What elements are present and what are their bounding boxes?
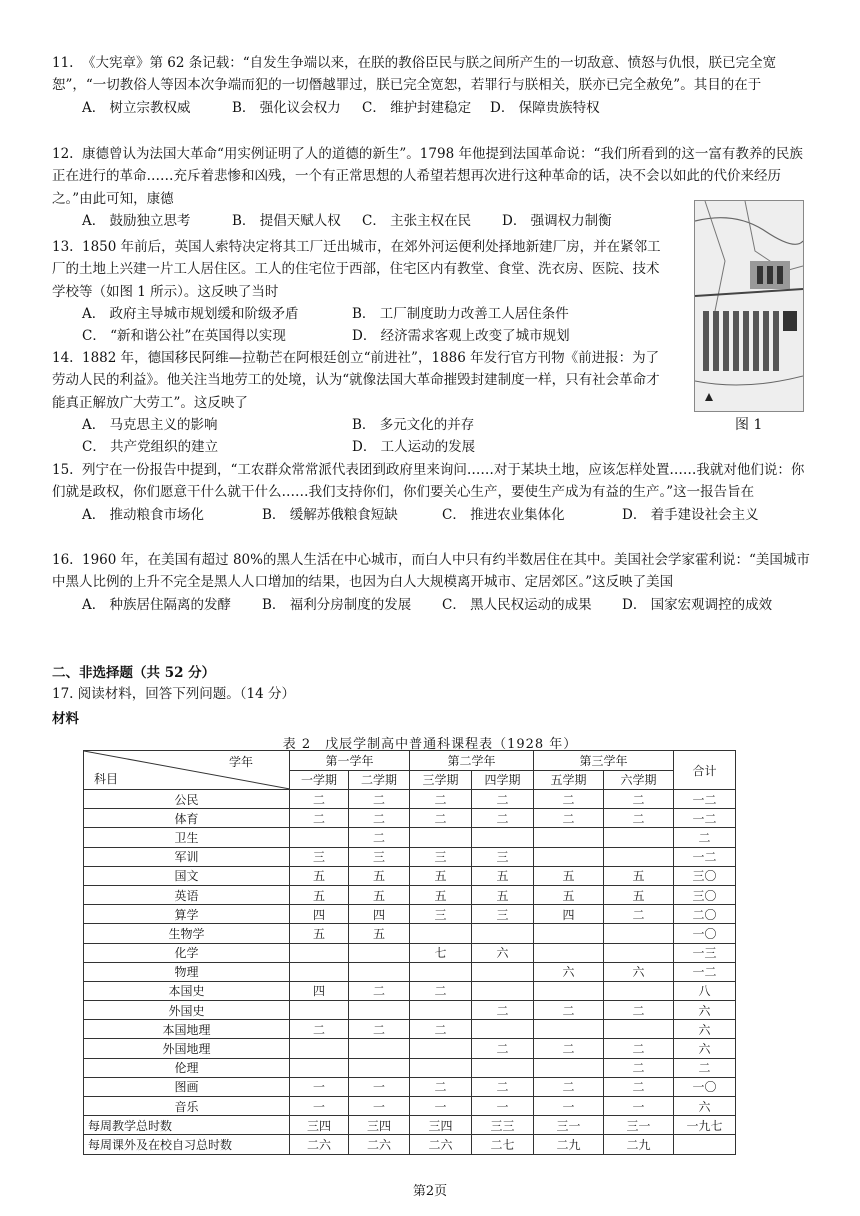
hours-cell: 二 [604, 1001, 674, 1020]
hours-cell: 一 [472, 1097, 534, 1116]
question-options [82, 325, 667, 347]
total-cell: 二 [674, 828, 736, 847]
hours-cell: 二 [604, 790, 674, 809]
question-stem: 1960 年，在美国有超过 80%的黑人生活在中心城市，而白人中只有约半数居住在其中。美国社会学家霍利说：“美国城市中黑人比例的上升不完全是黑人人口增加的结果，也因为白人大规模离开城市、定居郊区。”这反映了美国 [52, 552, 810, 591]
hours-cell: 六 [534, 962, 604, 981]
corner-year-label: 学年 [228, 755, 253, 769]
hours-cell: 二六 [410, 1135, 472, 1154]
hours-cell: 二 [410, 1020, 472, 1039]
option-a[interactable]: A． 马克思主义的影响 [82, 416, 218, 433]
hours-cell: 一 [349, 1097, 410, 1116]
hours-cell: 一 [534, 1097, 604, 1116]
term-header: 六学期 [604, 770, 674, 790]
hours-cell: 三 [290, 847, 349, 866]
question-15 [52, 459, 812, 526]
hours-cell: 四 [290, 905, 349, 924]
table-row [84, 924, 736, 943]
hours-cell: 三一 [604, 1116, 674, 1135]
hours-cell: 五 [410, 866, 472, 885]
hours-cell [349, 1058, 410, 1077]
question-options [82, 436, 667, 458]
hours-cell [534, 943, 604, 962]
hours-cell: 五 [410, 885, 472, 904]
total-cell: 二 [674, 1058, 736, 1077]
year-header: 第三学年 [534, 751, 674, 771]
option-b[interactable]: B． 提倡天赋人权 [232, 212, 341, 229]
subject-cell: 物理 [84, 962, 290, 981]
hours-cell [472, 924, 534, 943]
hours-cell: 三四 [290, 1116, 349, 1135]
total-cell: 六 [674, 1039, 736, 1058]
hours-cell: 五 [472, 885, 534, 904]
hours-cell [290, 943, 349, 962]
option-c[interactable]: C． 黑人民权运动的成果 [442, 596, 592, 613]
hours-cell: 二六 [349, 1135, 410, 1154]
question-number: 16. [52, 552, 74, 568]
hours-cell: 三 [472, 905, 534, 924]
hours-cell: 五 [290, 866, 349, 885]
total-cell: 一二 [674, 790, 736, 809]
question-number: 15. [52, 462, 74, 478]
figure-1-city-plan [694, 200, 804, 412]
hours-cell: 五 [604, 885, 674, 904]
hours-cell [472, 1020, 534, 1039]
curriculum-table [83, 750, 736, 1155]
hours-cell: 四 [290, 981, 349, 1000]
table-row [84, 1116, 736, 1135]
hours-cell: 二 [290, 1020, 349, 1039]
hours-cell: 六 [472, 943, 534, 962]
question-options [82, 504, 812, 526]
table-row [84, 905, 736, 924]
hours-cell [534, 847, 604, 866]
hours-cell [349, 962, 410, 981]
hours-cell: 二 [472, 1039, 534, 1058]
term-header: 五学期 [534, 770, 604, 790]
hours-cell [534, 1020, 604, 1039]
total-cell: 三〇 [674, 866, 736, 885]
hours-cell: 一 [349, 1077, 410, 1096]
hours-cell [349, 1039, 410, 1058]
hours-cell: 二六 [290, 1135, 349, 1154]
question-number: 12. [52, 146, 74, 162]
hours-cell: 二 [472, 809, 534, 828]
term-header: 三学期 [410, 770, 472, 790]
hours-cell: 三四 [349, 1116, 410, 1135]
question-stem: 1850 年前后，英国人索特决定将其工厂迁出城市，在郊外河运便利处择地新建厂房，并在紧邻工厂的土地上兴建一片工人居住区。工人的住宅位于西部，住宅区内有教堂、食堂、洗衣房、医院、技术学校等（如图 1 所示）。这反映了当时 [52, 239, 661, 300]
total-cell: 一〇 [674, 1077, 736, 1096]
subject-cell: 每周教学总时数 [84, 1116, 290, 1135]
table-row [84, 1077, 736, 1096]
option-d[interactable]: D． 国家宏观调控的成效 [622, 596, 773, 613]
total-cell: 一三 [674, 943, 736, 962]
hours-cell: 二 [604, 1039, 674, 1058]
hours-cell [604, 828, 674, 847]
question-stem: 列宁在一份报告中提到，“工农群众常常派代表团到政府里来询问……对于某块土地，应该怎样处置……我就对他们说：你们就是政权，你们愿意干什么就干什么……我们支持你们，你们要关心生产，要使生产成为有益的生产。”这一报告旨在 [52, 462, 805, 501]
option-b[interactable]: B． 缓解苏俄粮食短缺 [262, 506, 398, 523]
option-a[interactable]: A． 树立宗教权威 [82, 99, 191, 116]
question-options [82, 303, 667, 325]
option-a[interactable]: A． 鼓励独立思考 [82, 212, 191, 229]
hours-cell: 二 [349, 1020, 410, 1039]
table-row [84, 1135, 736, 1154]
total-cell: 一二 [674, 847, 736, 866]
total-cell: 一二 [674, 809, 736, 828]
table-row [84, 866, 736, 885]
subject-cell: 生物学 [84, 924, 290, 943]
hours-cell: 四 [349, 905, 410, 924]
hours-cell: 二 [349, 790, 410, 809]
option-d[interactable]: D． 工人运动的发展 [352, 439, 476, 456]
hours-cell: 六 [604, 962, 674, 981]
hours-cell: 二 [534, 1039, 604, 1058]
hours-cell: 二 [349, 809, 410, 828]
total-cell: 一〇 [674, 924, 736, 943]
subject-cell: 图画 [84, 1077, 290, 1096]
option-a[interactable]: A． 种族居住隔离的发酵 [82, 596, 232, 613]
hours-cell [472, 962, 534, 981]
question-stem: 康德曾认为法国大革命“用实例证明了人的道德的新生”。1798 年他提到法国革命说：“我们所看到的这一富有教养的民族正在进行的革命……充斥着悲惨和凶残，一个有正常思想的人希望若想再次进行这种革命的话，决不会以如此的代价来经历之。”由此可知，康德 [52, 146, 803, 207]
corner-subject-label: 科目 [94, 772, 119, 786]
hours-cell: 二 [534, 790, 604, 809]
hours-cell [472, 1058, 534, 1077]
option-a[interactable]: A． 推动粮食市场化 [82, 506, 205, 523]
total-cell: 一九七 [674, 1116, 736, 1135]
hours-cell: 二 [410, 790, 472, 809]
hours-cell: 五 [604, 866, 674, 885]
question-13 [52, 236, 667, 347]
hours-cell: 二 [534, 1077, 604, 1096]
hours-cell: 二 [534, 809, 604, 828]
hours-cell: 五 [290, 924, 349, 943]
hours-cell: 三 [472, 847, 534, 866]
hours-cell: 二 [472, 1077, 534, 1096]
total-header: 合计 [674, 751, 736, 790]
question-options [82, 414, 667, 436]
table-row [84, 809, 736, 828]
hours-cell: 二 [290, 809, 349, 828]
material-label: 材料 [52, 711, 79, 727]
hours-cell: 五 [534, 866, 604, 885]
hours-cell: 二 [604, 905, 674, 924]
total-cell [674, 1135, 736, 1154]
hours-cell [290, 962, 349, 981]
option-c[interactable]: C． 共产党组织的建立 [82, 439, 219, 456]
question-stem: 《大宪章》第 62 条记载：“自发生争端以来，在朕的教俗臣民与朕之间所产生的一切敌意、愤怒与仇恨，朕已完全宽恕”，“一切教俗人等因本次争端而犯的一切僭越罪过，朕已完全宽恕，若罪行与朕相关，朕亦已完全赦免”。其目的在于 [52, 55, 777, 94]
hours-cell: 一 [410, 1097, 472, 1116]
hours-cell: 三 [349, 847, 410, 866]
hours-cell [290, 1001, 349, 1020]
hours-cell [534, 1058, 604, 1077]
subject-cell: 外国地理 [84, 1039, 290, 1058]
hours-cell [290, 828, 349, 847]
hours-cell: 三三 [472, 1116, 534, 1135]
option-b[interactable]: B． 工厂制度助力改善工人居住条件 [352, 305, 569, 322]
hours-cell: 三四 [410, 1116, 472, 1135]
hours-cell: 二 [290, 790, 349, 809]
table-body [84, 790, 736, 1155]
term-header: 一学期 [290, 770, 349, 790]
table-corner-header [84, 751, 290, 790]
hours-cell [472, 981, 534, 1000]
table-row [84, 1020, 736, 1039]
term-header: 四学期 [472, 770, 534, 790]
hours-cell [534, 981, 604, 1000]
option-a[interactable]: A． 政府主导城市规划缓和阶级矛盾 [82, 305, 299, 322]
option-b[interactable]: B． 多元文化的并存 [352, 416, 475, 433]
hours-cell: 五 [349, 885, 410, 904]
hours-cell [604, 943, 674, 962]
figure-caption: 图 1 [735, 417, 763, 433]
question-number: 14. [52, 350, 74, 366]
hours-cell: 二 [534, 1001, 604, 1020]
table-row [84, 943, 736, 962]
hours-cell [349, 1001, 410, 1020]
hours-cell [290, 1058, 349, 1077]
subject-cell: 国文 [84, 866, 290, 885]
subject-cell: 英语 [84, 885, 290, 904]
question-number: 11. [52, 55, 74, 71]
table-row [84, 790, 736, 809]
question-14 [52, 347, 667, 458]
question-stem: 1882 年，德国移民阿维—拉勒芒在阿根廷创立“前进社”，1886 年发行官方刊物《前进报：为了劳动人民的利益》。他关注当地劳工的处境，认为“就像法国大革命摧毁封建制度一样，只有社会革命才能真正解放广大劳工”。这反映了 [52, 350, 660, 411]
subject-cell: 外国史 [84, 1001, 290, 1020]
table-row [84, 962, 736, 981]
hours-cell: 二 [472, 790, 534, 809]
table-caption: 表 2 戊辰学制高中普通科课程表（1928 年） [282, 737, 578, 752]
hours-cell: 五 [349, 924, 410, 943]
term-header: 二学期 [349, 770, 410, 790]
question-11 [52, 52, 812, 119]
hours-cell [410, 1039, 472, 1058]
hours-cell: 二九 [534, 1135, 604, 1154]
hours-cell: 三一 [534, 1116, 604, 1135]
table-row [84, 1058, 736, 1077]
subject-cell: 体育 [84, 809, 290, 828]
option-b[interactable]: B． 福利分房制度的发展 [262, 596, 412, 613]
city-plan-map [695, 201, 803, 411]
hours-cell: 二 [604, 809, 674, 828]
table-row [84, 885, 736, 904]
hours-cell: 二 [604, 1058, 674, 1077]
option-c[interactable]: C． “新和谐公社”在英国得以实现 [82, 328, 286, 345]
option-c[interactable]: C． 主张主权在民 [362, 212, 472, 229]
hours-cell [604, 1020, 674, 1039]
year-header: 第二学年 [410, 751, 534, 771]
hours-cell [604, 981, 674, 1000]
option-d[interactable]: D． 强调权力制衡 [502, 212, 612, 229]
total-cell: 六 [674, 1020, 736, 1039]
hours-cell [472, 828, 534, 847]
hours-cell: 三 [410, 905, 472, 924]
question-options [82, 97, 812, 119]
hours-cell: 二 [472, 1001, 534, 1020]
table-row [84, 828, 736, 847]
hours-cell [410, 828, 472, 847]
hours-cell: 二 [349, 828, 410, 847]
hours-cell [410, 962, 472, 981]
hours-cell [604, 924, 674, 943]
hours-cell: 一 [604, 1097, 674, 1116]
hours-cell: 二 [604, 1077, 674, 1096]
subject-cell: 本国史 [84, 981, 290, 1000]
table-row [84, 847, 736, 866]
hours-cell [534, 924, 604, 943]
table-row [84, 1001, 736, 1020]
year-header: 第一学年 [290, 751, 410, 771]
hours-cell: 五 [349, 866, 410, 885]
total-cell: 三〇 [674, 885, 736, 904]
table-row [84, 981, 736, 1000]
total-cell: 二〇 [674, 905, 736, 924]
total-cell: 六 [674, 1001, 736, 1020]
hours-cell [290, 1039, 349, 1058]
hours-cell [604, 847, 674, 866]
hours-cell: 五 [534, 885, 604, 904]
hours-cell: 二 [410, 1077, 472, 1096]
hours-cell [410, 1058, 472, 1077]
subject-cell: 算学 [84, 905, 290, 924]
hours-cell: 四 [534, 905, 604, 924]
hours-cell [410, 1001, 472, 1020]
option-d[interactable]: D． 经济需求客观上改变了城市规划 [352, 328, 570, 345]
hours-cell: 一 [290, 1077, 349, 1096]
option-b[interactable]: B． 强化议会权力 [232, 99, 341, 116]
page-number: 第2页 [412, 1184, 448, 1199]
table-row [84, 1097, 736, 1116]
subject-cell: 每周课外及在校自习总时数 [84, 1135, 290, 1154]
section-title: 二、非选择题（共 52 分） [52, 665, 216, 681]
option-d[interactable]: D． 着手建设社会主义 [622, 506, 759, 523]
option-d[interactable]: D． 保障贵族特权 [490, 99, 600, 116]
subject-cell: 音乐 [84, 1097, 290, 1116]
option-c[interactable]: C． 推进农业集体化 [442, 506, 565, 523]
hours-cell: 五 [472, 866, 534, 885]
total-cell: 八 [674, 981, 736, 1000]
hours-cell: 五 [290, 885, 349, 904]
hours-cell: 二七 [472, 1135, 534, 1154]
subject-cell: 卫生 [84, 828, 290, 847]
subject-cell: 军训 [84, 847, 290, 866]
total-cell: 六 [674, 1097, 736, 1116]
hours-cell: 七 [410, 943, 472, 962]
subject-cell: 公民 [84, 790, 290, 809]
hours-cell: 三 [410, 847, 472, 866]
subject-cell: 伦理 [84, 1058, 290, 1077]
question-number: 13. [52, 239, 74, 255]
option-c[interactable]: C． 维护封建稳定 [362, 99, 472, 116]
hours-cell: 二九 [604, 1135, 674, 1154]
subject-cell: 化学 [84, 943, 290, 962]
question-16 [52, 549, 812, 616]
question-options [82, 594, 812, 616]
subject-cell: 本国地理 [84, 1020, 290, 1039]
hours-cell: 一 [290, 1097, 349, 1116]
hours-cell [410, 924, 472, 943]
total-cell: 一二 [674, 962, 736, 981]
table-row [84, 1039, 736, 1058]
question-17-stem: 17. 阅读材料，回答下列问题。（14 分） [52, 686, 295, 702]
hours-cell: 二 [349, 981, 410, 1000]
hours-cell [534, 828, 604, 847]
hours-cell: 二 [410, 809, 472, 828]
hours-cell [349, 943, 410, 962]
hours-cell: 二 [410, 981, 472, 1000]
